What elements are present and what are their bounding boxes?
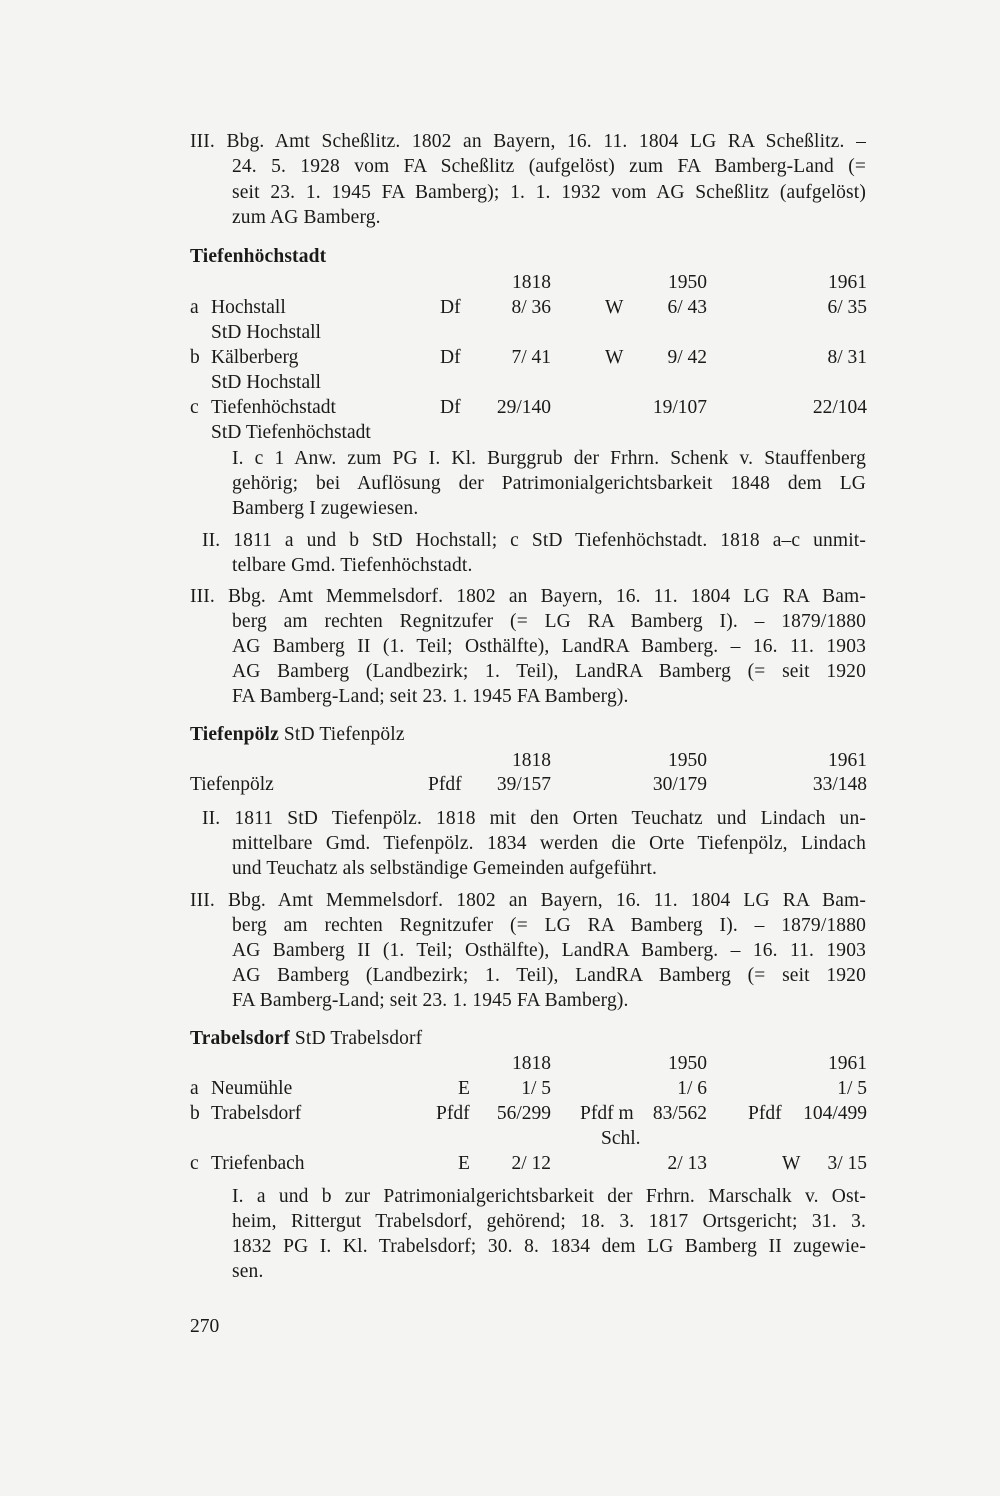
value-1950: 2/ 13 xyxy=(667,1153,707,1174)
intro-line-2: 24. 5. 1928 vom FA Scheßlitz (aufgelöst) zum FA Bamberg-Land (= xyxy=(232,156,866,177)
intro-line-3: seit 23. 1. 1945 FA Bamberg); 1. 1. 1932 vom AG Scheßlitz (aufgelöst) xyxy=(232,182,866,203)
year-1950: 1950 xyxy=(668,1053,707,1074)
place-name: Tiefenpölz xyxy=(190,774,274,795)
row-letter: a xyxy=(190,1078,199,1099)
type-1818: Df xyxy=(440,347,461,368)
place-subname: StD Hochstall xyxy=(211,322,321,343)
note-line: Bamberg I zugewiesen. xyxy=(232,498,419,519)
value-1818: 2/ 12 xyxy=(511,1153,551,1174)
value-1950: 83/562 xyxy=(652,1103,707,1124)
page-number: 270 xyxy=(190,1316,220,1337)
place-name: Neumühle xyxy=(211,1078,293,1099)
place-name: Hochstall xyxy=(211,297,286,318)
section-title-trabelsdorf xyxy=(190,1026,422,1051)
note-line: II. 1811 a und b StD Hochstall; c StD Tiefenhöchstadt. 1818 a–c unmit- xyxy=(202,530,866,551)
section-title-text: Trabelsdorf xyxy=(190,1028,290,1049)
value-1961: 104/499 xyxy=(803,1103,867,1124)
value-1961: 1/ 5 xyxy=(837,1078,867,1099)
note-line: AG Bamberg (Landbezirk; 1. Teil), LandRA Bamberg (= seit 1920 xyxy=(232,965,866,986)
note-line: FA Bamberg-Land; seit 23. 1. 1945 FA Bamberg). xyxy=(232,686,629,707)
note-line: FA Bamberg-Land; seit 23. 1. 1945 FA Bamberg). xyxy=(232,990,629,1011)
type-1818: E xyxy=(458,1153,470,1174)
value-1961: 6/ 35 xyxy=(827,297,867,318)
section-subtitle: StD Trabelsdorf xyxy=(294,1028,423,1049)
note-line: gehörig; bei Auflösung der Patrimonialgerichtsbarkeit 1848 dem LG xyxy=(232,473,866,494)
value-1818: 39/157 xyxy=(496,774,551,795)
place-name: Triefenbach xyxy=(211,1153,305,1174)
section-title-text: Tiefenpölz xyxy=(190,724,279,745)
value-1961: 33/148 xyxy=(812,774,867,795)
value-1818: 56/299 xyxy=(496,1103,551,1124)
note-line: 1832 PG I. Kl. Trabelsdorf; 30. 8. 1834 dem LG Bamberg II zugewie- xyxy=(232,1236,866,1257)
note-line: telbare Gmd. Tiefenhöchstadt. xyxy=(232,555,473,576)
type-1818: Pfdf xyxy=(436,1103,470,1124)
type-1818: Df xyxy=(440,297,461,318)
value-1961: 22/104 xyxy=(812,397,867,418)
note-line: III. Bbg. Amt Memmelsdorf. 1802 an Bayern, 16. 11. 1804 LG RA Bam- xyxy=(190,890,866,911)
place-subname: StD Hochstall xyxy=(211,372,321,393)
note-line: und Teuchatz als selbständige Gemeinden aufgeführt. xyxy=(232,858,658,879)
intro-line-4: zum AG Bamberg. xyxy=(232,207,381,228)
row-letter: c xyxy=(190,397,199,418)
row-letter: c xyxy=(190,1153,199,1174)
place-name: Tiefenhöchstadt xyxy=(211,397,336,418)
note-line: heim, Rittergut Trabelsdorf, gehörend; 18. 3. 1817 Ortsgericht; 31. 3. xyxy=(232,1211,866,1232)
row-letter: a xyxy=(190,297,199,318)
value-1818: 7/ 41 xyxy=(511,347,551,368)
year-1961: 1961 xyxy=(828,750,867,771)
year-1818: 1818 xyxy=(512,272,551,293)
section-subtitle: StD Tiefenpölz xyxy=(283,724,405,745)
note-line: AG Bamberg (Landbezirk; 1. Teil), LandRA Bamberg (= seit 1920 xyxy=(232,661,866,682)
value-1950: 1/ 6 xyxy=(677,1078,707,1099)
value-1950: 30/179 xyxy=(652,774,707,795)
type-1950: W xyxy=(605,297,624,318)
type-1818: Df xyxy=(440,397,461,418)
year-1961: 1961 xyxy=(828,272,867,293)
place-subname: StD Tiefenhöchstadt xyxy=(211,422,371,443)
year-1818: 1818 xyxy=(512,750,551,771)
year-1950: 1950 xyxy=(668,272,707,293)
type-1961: Pfdf xyxy=(748,1103,782,1124)
row-letter: b xyxy=(190,1103,200,1124)
year-1950: 1950 xyxy=(668,750,707,771)
note-line: AG Bamberg II (1. Teil; Osthälfte), LandRA Bamberg. – 16. 11. 1903 xyxy=(232,940,866,961)
note-line: I. c 1 Anw. zum PG I. Kl. Burggrub der Frhrn. Schenk v. Stauffenberg xyxy=(232,448,866,469)
value-1818: 29/140 xyxy=(496,397,551,418)
type-1950-note: Schl. xyxy=(601,1128,641,1149)
note-line: AG Bamberg II (1. Teil; Osthälfte), LandRA Bamberg. – 16. 11. 1903 xyxy=(232,636,866,657)
note-line: III. Bbg. Amt Memmelsdorf. 1802 an Bayern, 16. 11. 1804 LG RA Bam- xyxy=(190,586,866,607)
type-1818: Pfdf xyxy=(428,774,462,795)
value-1961: 8/ 31 xyxy=(827,347,867,368)
note-line: I. a und b zur Patrimonialgerichtsbarkeit der Frhrn. Marschalk v. Ost- xyxy=(232,1186,866,1207)
year-1818: 1818 xyxy=(512,1053,551,1074)
type-1950: W xyxy=(605,347,624,368)
value-1950: 19/107 xyxy=(652,397,707,418)
note-line: berg am rechten Regnitzufer (= LG RA Bamberg I). – 1879/1880 xyxy=(232,611,866,632)
note-line: berg am rechten Regnitzufer (= LG RA Bamberg I). – 1879/1880 xyxy=(232,915,866,936)
note-line: sen. xyxy=(232,1261,264,1282)
type-1961: W xyxy=(782,1153,801,1174)
place-name: Trabelsdorf xyxy=(211,1103,302,1124)
intro-line-1: III. Bbg. Amt Scheßlitz. 1802 an Bayern, 16. 11. 1804 LG RA Scheßlitz. – xyxy=(190,131,866,152)
year-1961: 1961 xyxy=(828,1053,867,1074)
note-line: mittelbare Gmd. Tiefenpölz. 1834 werden die Orte Tiefenpölz, Lindach xyxy=(232,833,866,854)
type-1818: E xyxy=(458,1078,470,1099)
value-1818: 1/ 5 xyxy=(521,1078,551,1099)
place-name: Kälberberg xyxy=(211,347,299,368)
type-1950: Pfdf m xyxy=(580,1103,634,1124)
value-1818: 8/ 36 xyxy=(511,297,551,318)
value-1950: 6/ 43 xyxy=(667,297,707,318)
value-1961: 3/ 15 xyxy=(827,1153,867,1174)
value-1950: 9/ 42 xyxy=(667,347,707,368)
note-line: II. 1811 StD Tiefenpölz. 1818 mit den Orten Teuchatz und Lindach un- xyxy=(202,808,866,829)
row-letter: b xyxy=(190,347,200,368)
section-title-tiefenpoelz xyxy=(190,722,405,747)
section-title-tiefenhoechstadt: Tiefenhöchstadt xyxy=(190,246,327,267)
